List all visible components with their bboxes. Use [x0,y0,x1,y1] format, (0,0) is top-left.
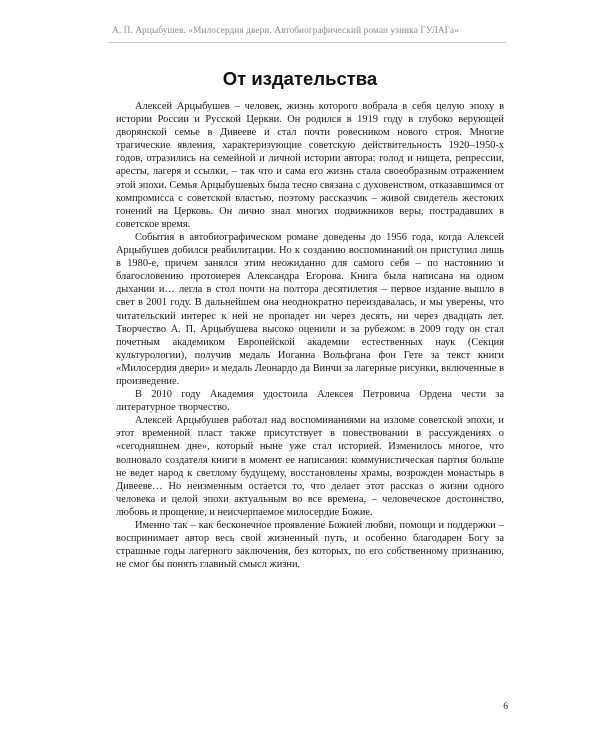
paragraph: В 2010 году Академия удостоила Алексея Петровича Ордена чести за литературное творчество. [116,389,504,414]
running-header: А. П. Арцыбушев. «Милосердия двери. Автобиографический роман узника ГУЛАГа» [112,26,459,36]
paragraph: Алексей Арцыбушев – человек, жизнь которого вобрала в себя целую эпоху в истории России и Русской Церкви. Он родился в 1919 году в глубоко верующей дворянской семье в Дивееве и стал почти ровесником нового строя. Многие трагические явления, характеризующие советскую действительность 1920–1950-х годов, отразились на семейной и личной истории автора: голод и нищета, репрессии, аресты, лагеря и ссылки, – так что и сама его жизнь стала своеобразным отражением этой эпохи. Семья Арцыбушевых была тесно связана с духовенством, отказавшимся от компромисса с советской властью, поэтому рассказчик – живой свидетель жестоких гонений на Церковь. Он лично знал многих подвижников веры, пострадавших в советское время. [116,101,504,230]
paragraph: Именно так – как бесконечное проявление Божией любви, помощи и поддержки – воспринимает автор весь свой жизненный путь, и особенно благодарен Богу за страшные годы лагерного заключения, без которых, по его собственному признанию, не смог бы понять главный смысл жизни. [116,520,504,571]
header-rule [108,42,506,43]
page-title: От издательства [222,68,378,89]
body-text [116,100,504,571]
paragraph: Алексей Арцыбушев работал над воспоминаниями на изломе советской эпохи, и этот временной пласт также присутствует в повествовании в рассуждениях о «сегодняшнем дне», который ныне уже стал историей. Изменилось многое, что волновало создателя книги в момент ее написания: коммунистическая партия больше не ведет народ к светлому будущему, восстановлены храмы, возрожден монастырь в Дивееве… Но неизменным остается то, что делает этот рассказ о жизни одного человека и целой эпохи актуальным во все времена, – человеческое достоинство, любовь и прощение, и неисчерпаемое милосердие Божие. [116,415,504,518]
page-number: 6 [503,702,508,712]
paragraph: События в автобиографическом романе доведены до 1956 года, когда Алексей Арцыбушев добился реабилитации. Но к созданию воспоминаний он приступил лишь в 1980-е, причем занялся этим неожиданно для самого себя – по настоянию и благословению протоиерея Александра Егорова. Книга была написана на одном дыхании и… легла в стол почти на полтора десятилетия – первое издание вышло в свет в 2001 году. В дальнейшем она неоднократно переиздавалась, и мы уверены, что читательский интерес к ней не пропадет ни через десять, ни через двадцать лет. Творчество А. П. Арцыбушева высоко оценили и за рубежом: в 2009 году он стал почетным академиком Европейской академии естественных наук (Секция культурологии), получив медаль Иоганна Вольфгана фон Гете за текст книги «Милосердия двери» и медаль Леонардо да Винчи за лагерные рисунки, включенные в произведение. [116,231,504,387]
